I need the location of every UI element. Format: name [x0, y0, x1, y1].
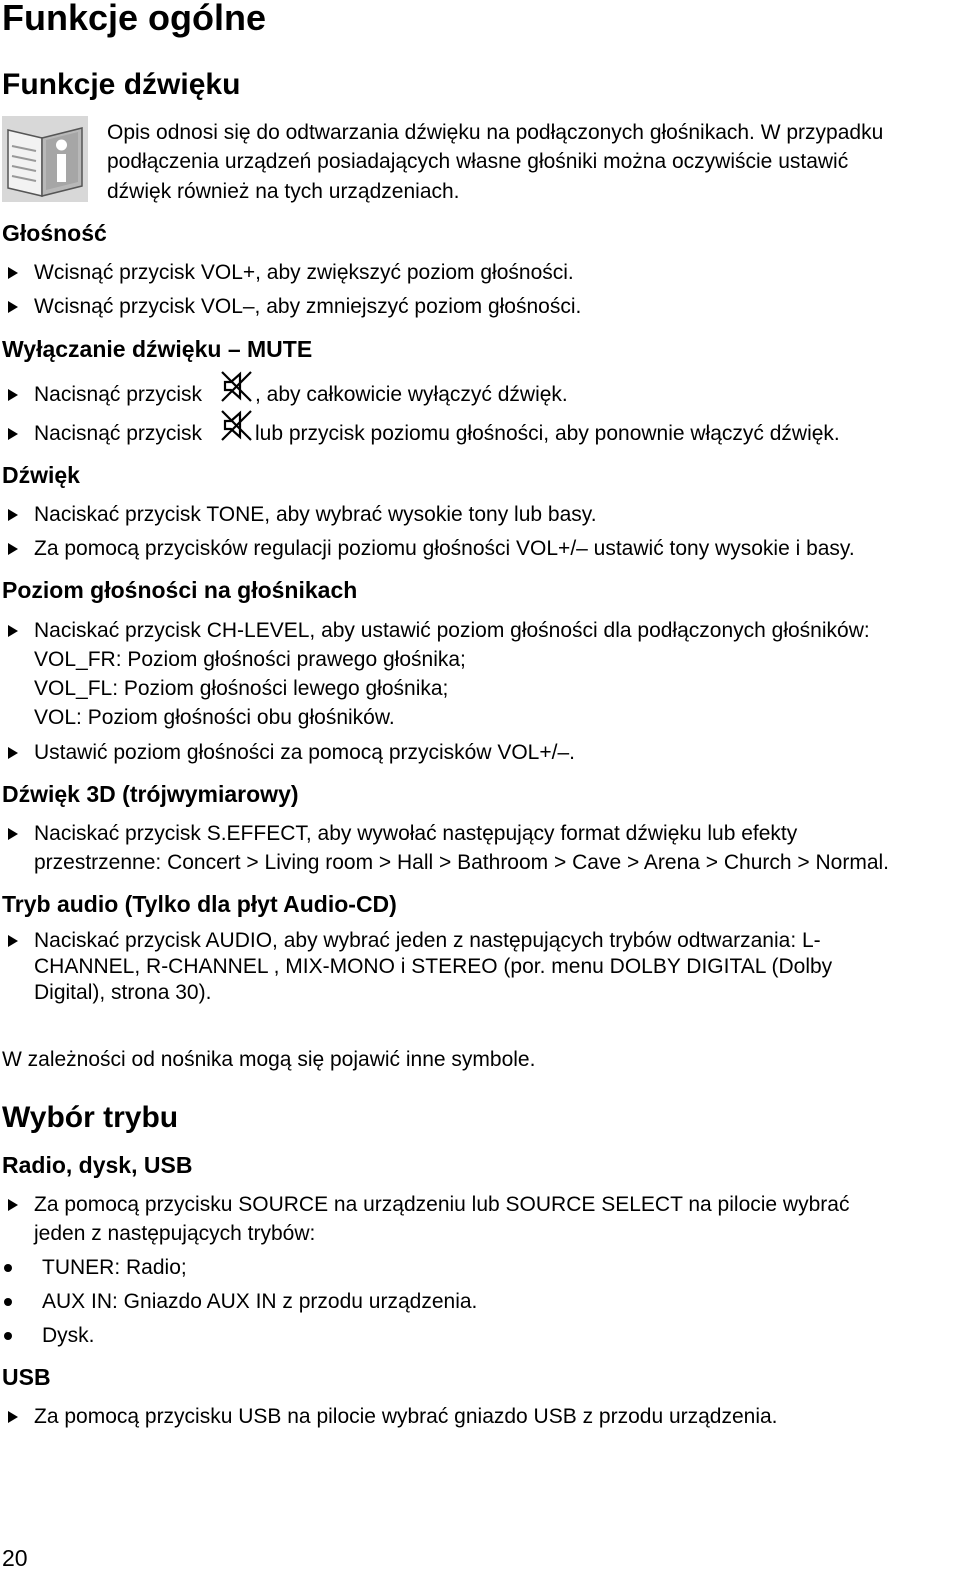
page-number: 20 [2, 1545, 28, 1571]
audio-mode-line-2: CHANNEL, R-CHANNEL , MIX-MONO i STEREO (por. menu DOLBY DIGITAL (Dolby [34, 955, 833, 978]
volume-up-instruction: Wcisnąć przycisk VOL+, aby zwiększyć poziom głośności. [34, 261, 574, 284]
radio-disc-usb-heading: Radio, dysk, USB [2, 1152, 193, 1178]
note-line-3: dźwięk również na tych urządzeniach. [107, 180, 460, 203]
note-line-2: podłączenia urządzeń posiadających własne głośniki można oczywiście ustawić [107, 150, 849, 173]
speaker-level-line-4: VOL: Poziom głośności obu głośników. [34, 706, 395, 729]
usb-instruction: Za pomocą przycisku USB na pilocie wybrać gniazdo USB z przodu urządzenia. [34, 1405, 778, 1428]
section-title-sound-functions: Funkcje dźwięku [2, 68, 241, 101]
triangle-bullet-icon [8, 428, 18, 440]
volume-heading: Głośność [2, 220, 107, 246]
triangle-bullet-icon [8, 625, 18, 637]
speaker-level-heading: Poziom głośności na głośnikach [2, 577, 358, 603]
source-instruction-line-2: jeden z następujących trybów: [34, 1222, 316, 1245]
mute-instruction-2-start: Nacisnąć przycisk [34, 422, 203, 445]
mute-speaker-icon [220, 409, 254, 443]
triangle-bullet-icon [8, 301, 18, 313]
mode-disc: Dysk. [42, 1324, 95, 1347]
section-title-mode-selection: Wybór trybu [2, 1101, 179, 1134]
source-instruction-line-1: Za pomocą przycisku SOURCE na urządzeniu lub SOURCE SELECT na pilocie wybrać [34, 1193, 850, 1216]
tone-instruction-1: Naciskać przycisk TONE, aby wybrać wysokie tony lub basy. [34, 503, 597, 526]
audio-mode-line-1: Naciskać przycisk AUDIO, aby wybrać jeden z następujących trybów odtwarzania: L- [34, 929, 821, 952]
page-title: Funkcje ogólne [2, 0, 267, 38]
triangle-bullet-icon [8, 1411, 18, 1423]
mute-instruction-1-end: , aby całkowicie wyłączyć dźwięk. [255, 383, 568, 406]
mute-instruction-2-end: lub przycisk poziomu głośności, aby ponownie włączyć dźwięk. [255, 422, 840, 445]
sound-3d-line-2: przestrzenne: Concert > Living room > Hall > Bathroom > Cave > Arena > Church > Normal. [34, 851, 890, 874]
triangle-bullet-icon [8, 543, 18, 555]
bullet-dot-icon [4, 1298, 12, 1306]
tone-instruction-2: Za pomocą przycisków regulacji poziomu głośności VOL+/– ustawić tony wysokie i basy. [34, 537, 855, 560]
usb-heading: USB [2, 1364, 51, 1390]
bullet-dot-icon [4, 1332, 12, 1340]
audio-mode-line-3: Digital), strona 30). [34, 981, 212, 1004]
mode-tuner: TUNER: Radio; [42, 1256, 187, 1279]
volume-down-instruction: Wcisnąć przycisk VOL–, aby zmniejszyć poziom głośności. [34, 295, 582, 318]
speaker-level-line-3: VOL_FL: Poziom głośności lewego głośnika; [34, 677, 449, 700]
triangle-bullet-icon [8, 828, 18, 840]
triangle-bullet-icon [8, 747, 18, 759]
sound-3d-line-1: Naciskać przycisk S.EFFECT, aby wywołać następujący format dźwięku lub efekty [34, 822, 798, 845]
speaker-level-line-1: Naciskać przycisk CH-LEVEL, aby ustawić poziom głośności dla podłączonych głośników: [34, 619, 870, 642]
mode-aux-in: AUX IN: Gniazdo AUX IN z przodu urządzenia. [42, 1290, 478, 1313]
triangle-bullet-icon [8, 509, 18, 521]
mute-speaker-icon [220, 370, 254, 404]
speaker-level-line-2: VOL_FR: Poziom głośności prawego głośnika; [34, 648, 466, 671]
triangle-bullet-icon [8, 267, 18, 279]
mute-heading: Wyłączanie dźwięku – MUTE [2, 336, 313, 362]
audio-mode-heading: Tryb audio (Tylko dla płyt Audio-CD) [2, 891, 397, 917]
note-line-1: Opis odnosi się do odtwarzania dźwięku na podłączonych głośnikach. W przypadku [107, 121, 884, 144]
triangle-bullet-icon [8, 389, 18, 401]
speaker-level-adjust: Ustawić poziom głośności za pomocą przycisków VOL+/–. [34, 741, 575, 764]
tone-heading: Dźwięk [2, 462, 80, 488]
info-book-icon [2, 116, 88, 202]
triangle-bullet-icon [8, 935, 18, 947]
symbols-note: W zależności od nośnika mogą się pojawić inne symbole. [2, 1048, 536, 1071]
bullet-dot-icon [4, 1264, 12, 1272]
triangle-bullet-icon [8, 1199, 18, 1211]
mute-instruction-1-start: Nacisnąć przycisk [34, 383, 203, 406]
sound-3d-heading: Dźwięk 3D (trójwymiarowy) [2, 781, 299, 807]
